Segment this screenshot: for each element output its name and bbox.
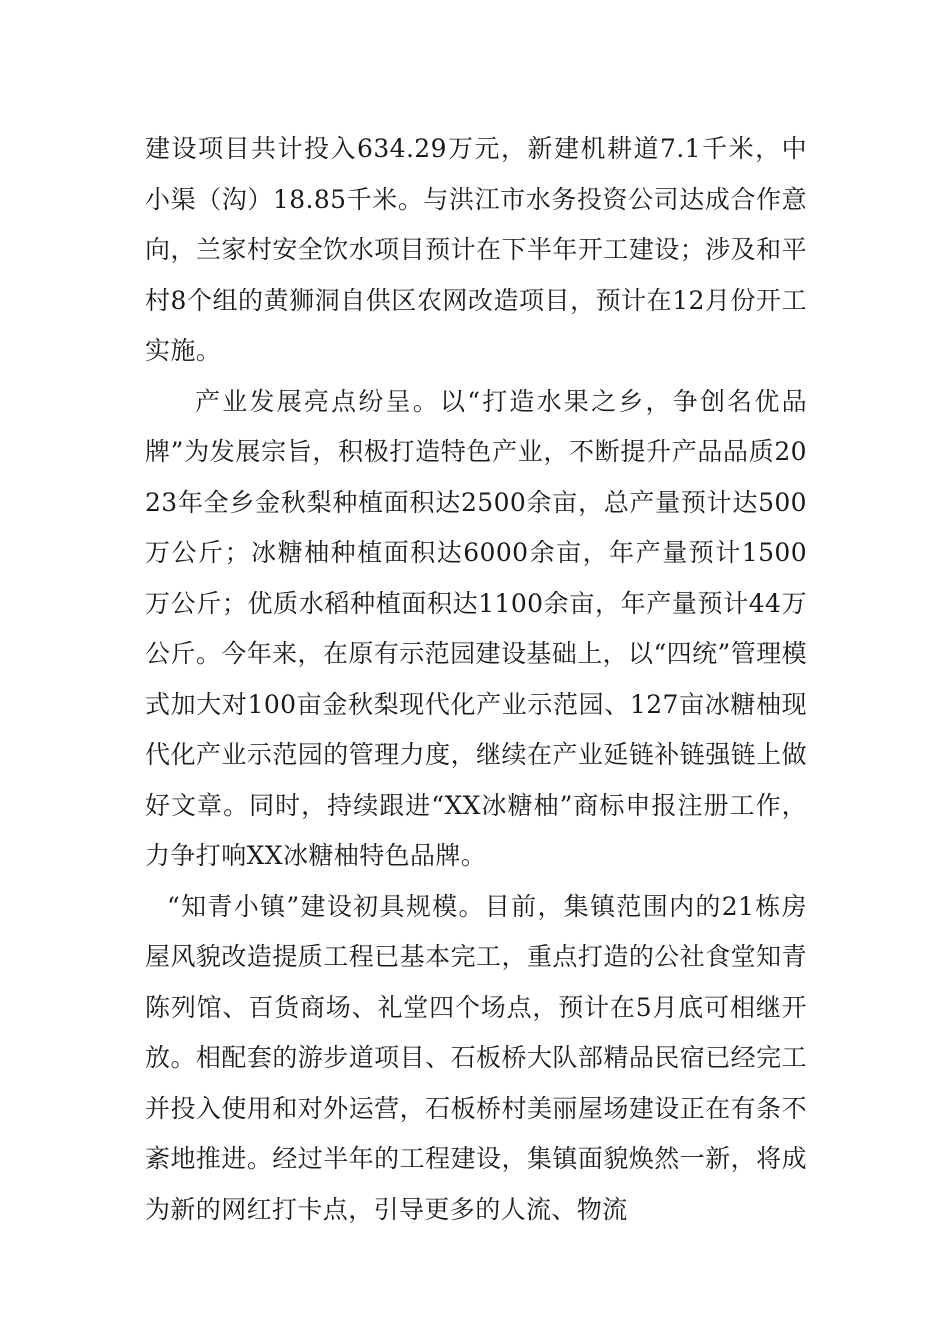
paragraph-infrastructure: 建设项目共计投入634.29万元，新建机耕道7.1千米，中小渠（沟）18.85千米。与洪江市水务投资公司达成合作意向，兰家村安全饮水项目预计在下半年开工建设；涉及和平村8个组的黄狮洞自供区农网改造项目，预计在12月份开工实施。 [145, 134, 807, 365]
document-body [145, 124, 807, 1235]
paragraph-industry-development: 产业发展亮点纷呈。以“打造水果之乡，争创名优品牌”为发展宗旨，积极打造特色产业，不断提升产品品质2023年全乡金秋梨种植面积达2500余亩，总产量预计达500万公斤；冰糖柚种植面积达6000余亩，年产量预计1500万公斤；优质水稻种植面积达1100余亩，年产量预计44万公斤。今年来，在原有示范园建设基础上，以“四统”管理模式加大对100亩金秋梨现代化产业示范园、127亩冰糖柚现代化产业示范园的管理力度，继续在产业延链补链强链上做好文章。同时，持续跟进“XX冰糖柚”商标申报注册工作，力争打响XX冰糖柚特色品牌。 [145, 386, 807, 870]
paragraph-zhiqing-town: “知青小镇”建设初具规模。目前，集镇范围内的21栋房屋风貌改造提质工程已基本完工，重点打造的公社食堂知青陈列馆、百货商场、礼堂四个场点，预计在5月底可相继开放。相配套的游步道项目、石板桥大队部精品民宿已经完工并投入使用和对外运营，石板桥村美丽屋场建设正在有条不紊地推进。经过半年的工程建设，集镇面貌焕然一新，将成为新的网红打卡点，引导更多的人流、物流 [145, 891, 807, 1224]
